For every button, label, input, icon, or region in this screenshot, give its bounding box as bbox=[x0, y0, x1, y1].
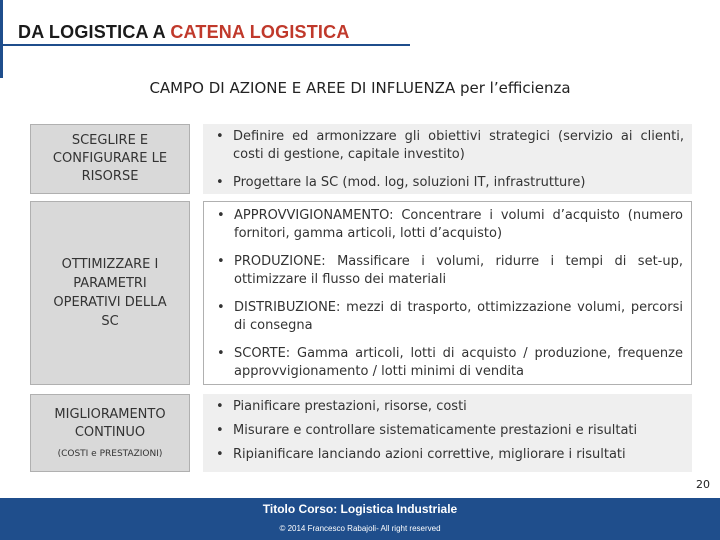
bullet-item: • DISTRIBUZIONE: mezzi di trasporto, ottimizzazione volumi, percorsi di consegna bbox=[212, 299, 683, 335]
bullet-item: • Ripianificare lanciando azioni correttive, migliorare i risultati bbox=[211, 446, 684, 464]
label-line: OPERATIVI DELLA bbox=[53, 295, 167, 310]
label-line: SC bbox=[101, 314, 119, 329]
label-line: CONFIGURARE LE bbox=[52, 151, 168, 166]
subtitle: CAMPO DI AZIONE E AREE DI INFLUENZA per l’efficienza bbox=[149, 79, 571, 97]
title-accent-bar bbox=[0, 0, 3, 78]
title-bar bbox=[0, 0, 720, 78]
bullet-item: • APPROVVIGIONAMENTO: Concentrare i volumi d’acquisto (numero fornitori, gamma articoli, lotti d’acquisto) bbox=[212, 207, 683, 243]
page-title bbox=[18, 22, 350, 43]
bullet-item: • Pianificare prestazioni, risorse, costi bbox=[211, 398, 684, 416]
label-box-risorse bbox=[30, 124, 190, 194]
bullet-item: • SCORTE: Gamma articoli, lotti di acquisto / produzione, frequenze approvvigionamento / lotti minimi di vendita bbox=[212, 345, 683, 381]
row-miglioramento bbox=[30, 394, 692, 472]
label-line: SCEGLIRE E bbox=[71, 133, 149, 148]
label-line: RISORSE bbox=[81, 169, 139, 184]
label-line: OTTIMIZZARE I bbox=[61, 257, 159, 272]
label-line: CONTINUO bbox=[74, 425, 146, 440]
bullet-item: • Misurare e controllare sistematicamente prestazioni e risultati bbox=[211, 422, 684, 440]
label-line: MIGLIORAMENTO bbox=[54, 407, 166, 422]
label-box-miglioramento bbox=[30, 394, 190, 472]
title-underline bbox=[0, 44, 410, 46]
bullet-item: • Definire ed armonizzare gli obiettivi strategici (servizio ai clienti, costi di gestione, capitale investito) bbox=[211, 128, 684, 164]
row-risorse bbox=[30, 124, 692, 194]
bullet-item: • PRODUZIONE: Massificare i volumi, ridurre i tempi di set-up, ottimizzare il flusso dei materiali bbox=[212, 253, 683, 289]
row-parametri bbox=[30, 201, 692, 385]
footer-course-title: Titolo Corso: Logistica Industriale bbox=[262, 502, 458, 516]
content-box-miglioramento bbox=[203, 394, 692, 472]
title-part-1: DA LOGISTICA A bbox=[18, 22, 171, 42]
label-box-parametri bbox=[30, 201, 190, 385]
footer-copyright: © 2014 Francesco Rabajoli- All right reserved bbox=[279, 524, 441, 533]
label-small: (COSTI e PRESTAZIONI) bbox=[57, 449, 163, 459]
content-box-risorse bbox=[203, 124, 692, 194]
footer bbox=[0, 498, 720, 540]
content-box-parametri bbox=[203, 201, 692, 385]
label-line: PARAMETRI bbox=[73, 276, 147, 291]
bullet-item: • Progettare la SC (mod. log, soluzioni IT, infrastrutture) bbox=[211, 174, 684, 192]
page-number: 20 bbox=[696, 478, 710, 491]
title-part-2: CATENA LOGISTICA bbox=[170, 22, 350, 42]
